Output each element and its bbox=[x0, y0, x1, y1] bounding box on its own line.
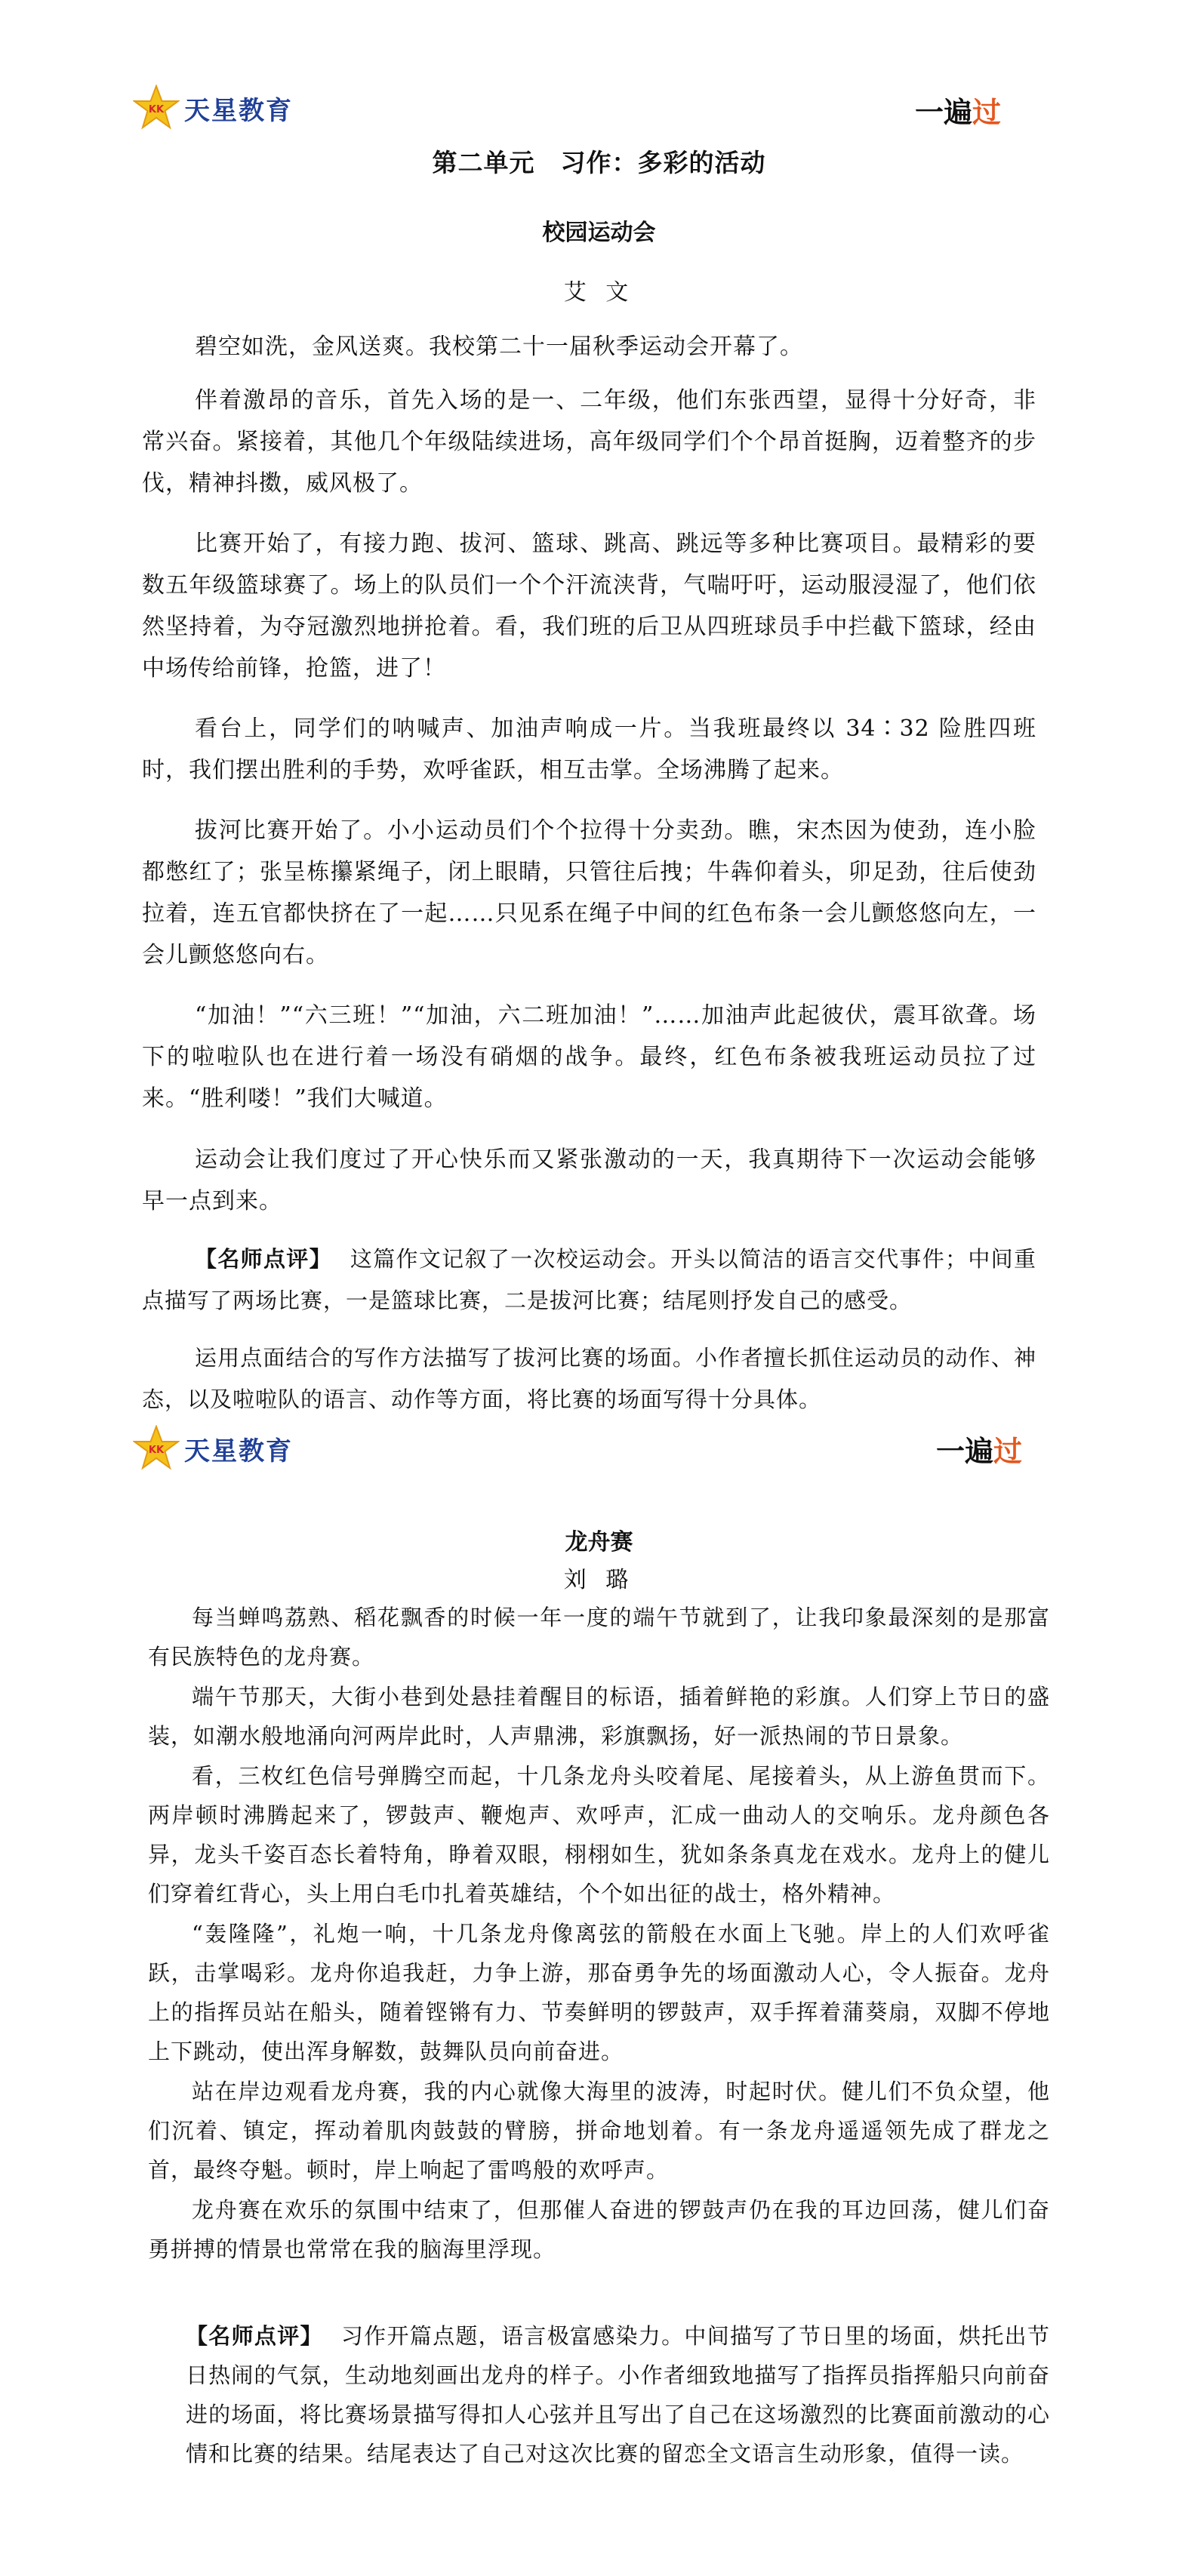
star-mascot-text: KK bbox=[148, 1445, 165, 1456]
paragraph: 每当蝉鸣荔熟、稻花飘香的时候一年一度的端午节就到了，让我印象最深刻的是那富有民族特色的龙舟赛。 bbox=[148, 1605, 1050, 1670]
paragraph: 运动会让我们度过了开心快乐而又紧张激动的一天，我真期待下一次运动会能够早一点到来。 bbox=[142, 1146, 1036, 1214]
page-2 bbox=[0, 1419, 1198, 2576]
teacher-comment-label: 【名师点评】 bbox=[186, 2323, 323, 2349]
essay-author: 刘 璐 bbox=[563, 1567, 635, 1593]
teacher-comment-label: 【名师点评】 bbox=[195, 1246, 332, 1272]
yibianguo-logo bbox=[936, 1428, 1022, 1470]
teacher-comment-text: 这篇作文记叙了一次校运动会。开头以简洁的语言交代事件；中间重点描写了两场比赛，一是篮球比赛，二是拔河比赛；结尾则抒发自己的感受。 bbox=[142, 1246, 1036, 1313]
paragraph: 拔河比赛开始了。小小运动员们个个拉得十分卖劲。瞧，宋杰因为使劲，连小脸都憋红了；张呈栋攥紧绳子，闭上眼睛，只管往后拽；牛犇仰着头，卯足劲，往后使劲拉着，连五官都快挤在了一起……只见系在绳子中间的红色布条一会儿颤悠悠向左，一会儿颤悠悠向右。 bbox=[142, 817, 1036, 968]
paragraph: 看台上，同学们的呐喊声、加油声响成一片。当我班最终以 34∶32 险胜四班时，我们摆出胜利的手势，欢呼雀跃，相互击掌。全场沸腾了起来。 bbox=[142, 716, 1036, 783]
paragraph: 龙舟赛在欢乐的氛围中结束了，但那催人奋进的锣鼓声仍在我的耳边回荡，健儿们奋勇拼搏的情景也常常在我的脑海里浮现。 bbox=[148, 2197, 1050, 2262]
teacher-comment bbox=[148, 2316, 1050, 2473]
yibianguo-logo-accent: 过 bbox=[972, 96, 1002, 129]
star-mascot-icon bbox=[133, 85, 180, 131]
yibianguo-logo-accent: 过 bbox=[993, 1435, 1023, 1468]
brand-name: 天星教育 bbox=[184, 95, 293, 126]
star-mascot-text: KK bbox=[148, 104, 165, 115]
star-mascot-icon bbox=[133, 1425, 180, 1472]
paragraph: 端午节那天，大街小巷到处悬挂着醒目的标语，插着鲜艳的彩旗。人们穿上节日的盛装，如潮水般地涌向河两岸此时，人声鼎沸，彩旗飘扬，好一派热闹的节日景象。 bbox=[148, 1684, 1050, 1749]
essay-title: 校园运动会 bbox=[542, 220, 656, 246]
brand-logo bbox=[133, 85, 293, 131]
paragraph: 站在岸边观看龙舟赛，我的内心就像大海里的波涛，时起时伏。健儿们不负众望，他们沉着、镇定，挥动着肌肉鼓鼓的臂膀，拼命地划着。有一条龙舟遥遥领先成了群龙之首，最终夺魁。顿时，岸上响起了雷鸣般的欢呼声。 bbox=[148, 2079, 1050, 2183]
yibianguo-logo bbox=[915, 89, 1001, 131]
teacher-comment-text: 习作开篇点题，语言极富感染力。中间描写了节日里的场面，烘托出节日热闹的气氛，生动地刻画出龙舟的样子。小作者细致地描写了指挥员指挥船只向前奋进的场面，将比赛场景描写得扣人心弦并且写出了自己在这场激烈的比赛面前激动的心情和比赛的结果。结尾表达了自己对这次比赛的留恋全文语言生动形象，值得一读。 bbox=[186, 2323, 1050, 2467]
paragraph: 碧空如洗，金风送爽。我校第二十一届秋季运动会开幕了。 bbox=[195, 334, 803, 360]
paragraph: 伴着激昂的音乐，首先入场的是一、二年级，他们东张西望，显得十分好奇，非常兴奋。紧接着，其他几个年级陆续进场，高年级同学们个个昂首挺胸，迈着整齐的步伐，精神抖擞，威风极了。 bbox=[142, 387, 1036, 497]
paragraph: “加油！”“六三班！”“加油，六二班加油！”……加油声此起彼伏，震耳欲聋。场下的啦啦队也在进行着一场没有硝烟的战争。最终，红色布条被我班运动员拉了过来。“胜利喽！”我们大喊道。 bbox=[142, 1002, 1036, 1112]
yibianguo-logo-main: 一遍 bbox=[915, 96, 973, 129]
yibianguo-logo-main: 一遍 bbox=[936, 1435, 994, 1468]
essay-author: 艾 文 bbox=[563, 279, 635, 306]
paragraph: 看，三枚红色信号弹腾空而起，十几条龙舟头咬着尾、尾接着头，从上游鱼贯而下。两岸顿时沸腾起来了，锣鼓声、鞭炮声、欢呼声，汇成一曲动人的交响乐。龙舟颜色各异，龙头千姿百态长着特角，睁着双眼，栩栩如生，犹如条条真龙在戏水。龙舟上的健儿们穿着红背心，头上用白毛巾扎着英雄结，个个如出征的战士，格外精神。 bbox=[148, 1763, 1050, 1907]
brand-name: 天星教育 bbox=[184, 1436, 293, 1467]
teacher-comment-continued: 运用点面结合的写作方法描写了拔河比赛的场面。小作者擅长抓住运动员的动作、神态，以及啦啦队的语言、动作等方面，将比赛的场面写得十分具体。 bbox=[142, 1345, 1036, 1412]
essay-title: 龙舟赛 bbox=[565, 1529, 633, 1556]
paragraph: “轰隆隆”，礼炮一响，十几条龙舟像离弦的箭般在水面上飞驰。岸上的人们欢呼雀跃，击掌喝彩。龙舟你追我赶，力争上游，那奋勇争先的场面激动人心，令人振奋。龙舟上的指挥员站在船头，随着铿锵有力、节奏鲜明的锣鼓声，双手挥着蒲葵扇，双脚不停地上下跳动，使出浑身解数，鼓舞队员向前奋进。 bbox=[148, 1921, 1050, 2064]
brand-logo bbox=[133, 1425, 293, 1472]
teacher-comment bbox=[142, 1239, 1036, 1322]
unit-title: 第二单元 习作：多彩的活动 bbox=[432, 148, 766, 177]
paragraph: 比赛开始了，有接力跑、拔河、篮球、跳高、跳远等多种比赛项目。最精彩的要数五年级篮球赛了。场上的队员们一个个汗流浃背，气喘吁吁，运动服浸湿了，他们依然坚持着，为夺冠激烈地拼抢着。看，我们班的后卫从四班球员手中拦截下篮球，经由中场传给前锋，抢篮，进了！ bbox=[142, 531, 1036, 682]
